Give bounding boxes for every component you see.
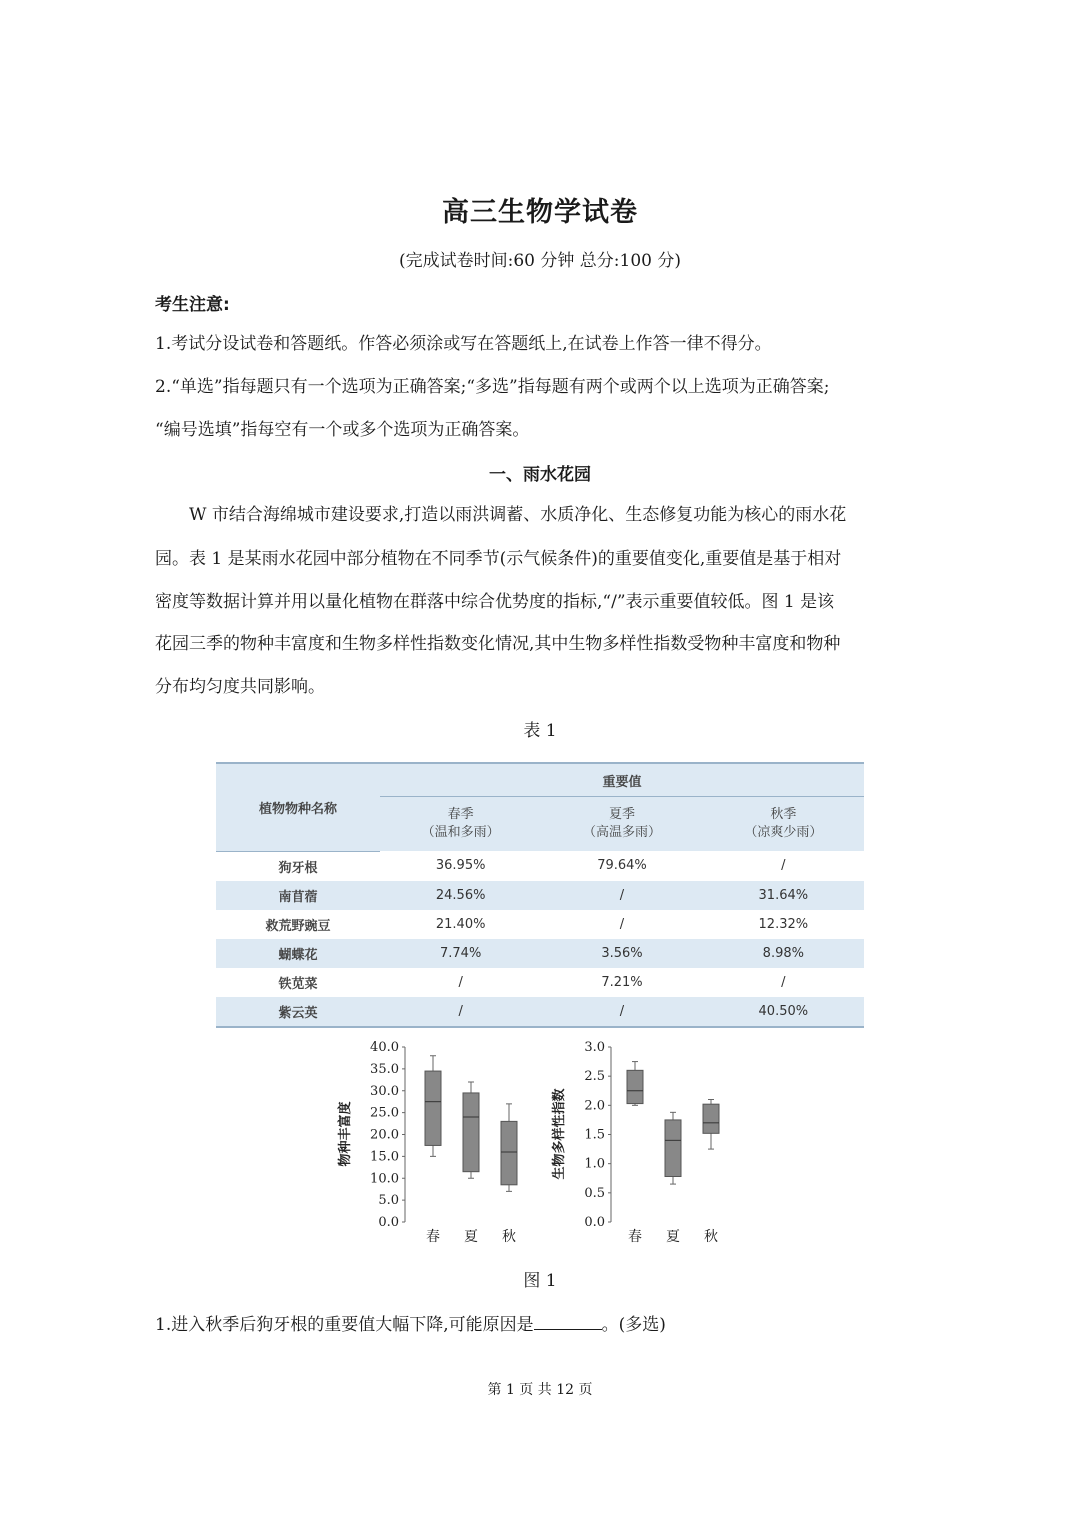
notice-item: 1.考试分设试卷和答题纸。作答必须涂或写在答题纸上,在试卷上作答一律不得分。 [155,334,772,354]
y-tick-label: 25.0 [370,1105,399,1121]
y-tick-label: 30.0 [370,1083,399,1099]
paragraph-line: 分布均匀度共同影响。 [155,677,325,697]
x-category-label: 春 [426,1229,440,1245]
y-tick-label: 1.0 [584,1156,605,1172]
figure-caption: 图 1 [523,1271,557,1291]
col-header-autumn: 秋季 （凉爽少雨） [744,807,823,840]
notice-item: “编号选填”指每空有一个或多个选项为正确答案。 [155,420,530,440]
box-夏 [463,1093,479,1172]
notice-heading: 考生注意: [155,295,230,315]
y-tick-label: 2.5 [584,1069,605,1085]
section-title: 一、雨水花园 [489,465,591,485]
page-footer: 第 1 页 共 12 页 [487,1382,593,1398]
col-header-summer: 夏季 （高温多雨） [582,807,661,840]
table-row: 狗牙根 36.95% 79.64% / [278,858,786,876]
col-header-species: 植物物种名称 [216,763,380,851]
y-tick-label: 15.0 [370,1149,399,1165]
paragraph-line: 密度等数据计算并用以量化植物在群落中综合优势度的指标,“/”表示重要值较低。图 1 是该 [155,592,835,612]
table-row: 南苜蓿 24.56% / 31.64% [216,881,864,910]
box-春 [627,1070,643,1103]
table-row: 紫云英 / / 40.50% [216,997,864,1027]
question-1: 1.进入秋季后狗牙根的重要值大幅下降,可能原因是 。(多选) [155,1315,666,1335]
y-tick-label: 20.0 [370,1127,399,1143]
boxplot-svg [335,1034,755,1254]
paragraph-line: 园。表 1 是某雨水花园中部分植物在不同季节(示气候条件)的重要值变化,重要值是基于相对 [155,549,842,569]
paragraph-line: 花园三季的物种丰富度和生物多样性指数变化情况,其中生物多样性指数受物种丰富度和物种 [155,634,841,654]
table-row: 蝴蝶花 7.74% 3.56% 8.98% [216,939,864,968]
x-category-label: 春 [628,1229,642,1245]
paragraph-line: W 市结合海绵城市建设要求,打造以雨洪调蓄、水质净化、生态修复功能为核心的雨水花 [189,505,847,525]
col-header-importance: 重要值 [380,763,864,797]
y-tick-label: 0.0 [584,1215,605,1230]
box-春 [425,1071,441,1145]
importance-table [216,762,864,1028]
y-tick-label: 3.0 [584,1040,605,1055]
y-tick-label: 35.0 [370,1061,399,1077]
answer-blank [534,1315,602,1330]
y-tick-label: 0.0 [378,1215,399,1230]
y-axis-label: 物种丰富度 [338,1101,353,1167]
box-秋 [703,1104,719,1133]
col-header-spring: 春季 （温和多雨） [421,807,500,840]
y-tick-label: 10.0 [370,1171,399,1187]
y-tick-label: 40.0 [370,1040,399,1055]
table-row: 救荒野豌豆 21.40% / 12.32% [265,916,809,934]
table-caption: 表 1 [523,721,557,741]
box-夏 [665,1120,681,1177]
page-title: 高三生物学试卷 [442,197,638,228]
y-tick-label: 2.0 [584,1098,605,1114]
x-category-label: 夏 [464,1229,478,1245]
x-category-label: 秋 [704,1229,718,1245]
y-axis-label: 生物多样性指数 [552,1088,567,1180]
x-category-label: 秋 [502,1229,516,1245]
notice-item: 2.“单选”指每题只有一个选项为正确答案;“多选”指每题有两个或两个以上选项为正确答案; [155,377,830,397]
y-tick-label: 1.5 [584,1127,605,1143]
exam-info: (完成试卷时间:60 分钟 总分:100 分) [398,251,681,271]
y-tick-label: 5.0 [378,1193,399,1209]
box-秋 [501,1121,517,1184]
table-row: 铁苋菜 / 7.21% / [278,974,786,992]
x-category-label: 夏 [666,1229,680,1245]
figure-1-charts [335,1034,755,1258]
y-tick-label: 0.5 [584,1185,605,1201]
